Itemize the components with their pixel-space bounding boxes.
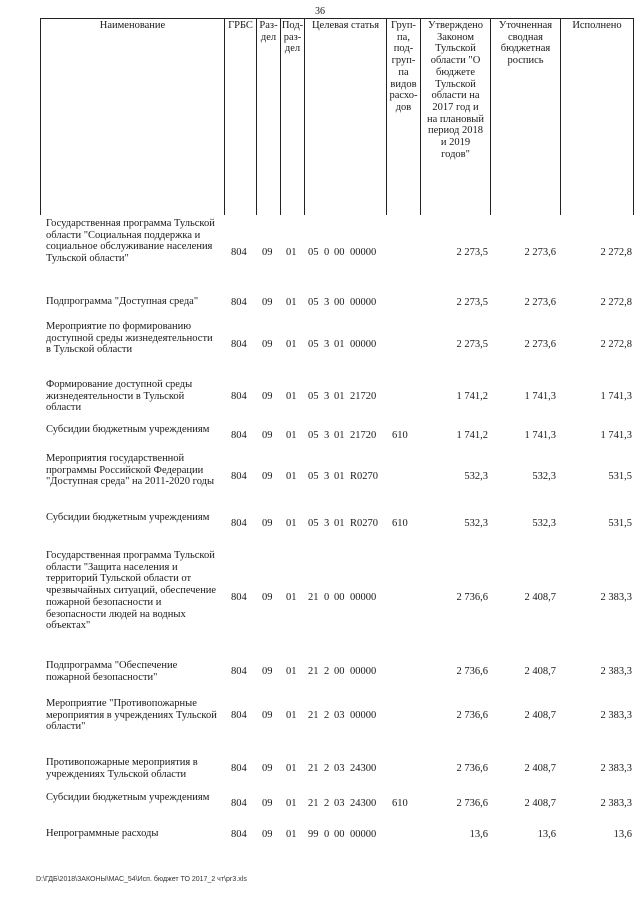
cell-a4: 21720 xyxy=(350,391,377,402)
cell-refined: 1 741,3 xyxy=(524,391,556,402)
cell-a4: 00000 xyxy=(350,666,377,677)
cell-a1: 05 xyxy=(308,391,319,402)
table-row xyxy=(0,550,640,646)
cell-a4: 00000 xyxy=(350,339,377,350)
cell-grbs: 804 xyxy=(231,798,247,809)
cell-a1: 05 xyxy=(308,518,319,529)
cell-refined: 1 741,3 xyxy=(524,430,556,441)
cell-a2: 3 xyxy=(324,339,330,350)
cell-executed: 2 272,8 xyxy=(600,297,632,308)
cell-vr: 610 xyxy=(392,518,408,529)
cell-approved: 1 741,2 xyxy=(456,430,488,441)
cell-executed: 13,6 xyxy=(613,829,632,840)
cell-approved: 2 736,6 xyxy=(456,592,488,603)
table-row xyxy=(0,321,640,369)
cell-vr: 610 xyxy=(392,798,408,809)
cell-refined: 2 408,7 xyxy=(524,666,556,677)
cell-a1: 21 xyxy=(308,592,319,603)
cell-a3: 01 xyxy=(334,518,345,529)
cell-pr: 01 xyxy=(286,430,297,441)
cell-a3: 00 xyxy=(334,829,345,840)
cell-a3: 01 xyxy=(334,471,345,482)
cell-executed: 2 383,3 xyxy=(600,592,632,603)
row-name: Субсидии бюджетным учреждениям xyxy=(46,512,210,523)
row-name: Государственная программа Тульской области "Защита населения и территорий Тульской области от чрезвычайных ситуаций, обеспечение пожарной безопасности и безопасности людей на водных объектах" xyxy=(46,550,217,632)
cell-a2: 0 xyxy=(324,829,330,840)
cell-rz: 09 xyxy=(262,518,273,529)
cell-a4: 24300 xyxy=(350,798,377,809)
row-name: Мероприятие по формированию доступной среды жизнедеятельности в Тульской области xyxy=(46,321,213,356)
cell-a1: 05 xyxy=(308,297,319,308)
header-approved: Утверждено Законом Тульской области "О бюджете Тульской области на 2017 год и на плановый период 2018 и 2019 годов" xyxy=(427,20,484,160)
cell-executed: 2 383,3 xyxy=(600,798,632,809)
cell-approved: 2 736,6 xyxy=(456,798,488,809)
header-refined: Уточненная сводная бюджетная роспись xyxy=(498,20,553,67)
cell-a2: 2 xyxy=(324,666,330,677)
cell-approved: 532,3 xyxy=(464,471,488,482)
cell-vr: 610 xyxy=(392,430,408,441)
header-executed: Исполнено xyxy=(572,20,622,31)
cell-a3: 03 xyxy=(334,798,345,809)
cell-refined: 13,6 xyxy=(537,829,556,840)
header-name: Наименование xyxy=(99,20,166,31)
cell-a1: 21 xyxy=(308,763,319,774)
row-name: Субсидии бюджетным учреждениям xyxy=(46,792,210,803)
cell-grbs: 804 xyxy=(231,247,247,258)
row-name: Мероприятие "Противопожарные мероприятия в учреждениях Тульской области" xyxy=(46,698,217,733)
row-name: Непрограммные расходы xyxy=(46,828,159,839)
cell-grbs: 804 xyxy=(231,829,247,840)
cell-pr: 01 xyxy=(286,710,297,721)
cell-approved: 532,3 xyxy=(464,518,488,529)
cell-a4: 00000 xyxy=(350,829,377,840)
cell-a3: 03 xyxy=(334,763,345,774)
cell-refined: 532,3 xyxy=(532,471,556,482)
cell-pr: 01 xyxy=(286,471,297,482)
header-group: Груп- па, под- груп- па видов расхо- дов xyxy=(389,20,418,113)
cell-a2: 2 xyxy=(324,763,330,774)
table-row xyxy=(0,379,640,415)
cell-a1: 21 xyxy=(308,666,319,677)
cell-a4: 00000 xyxy=(350,247,377,258)
cell-refined: 2 408,7 xyxy=(524,763,556,774)
cell-rz: 09 xyxy=(262,471,273,482)
cell-pr: 01 xyxy=(286,391,297,402)
cell-a2: 3 xyxy=(324,430,330,441)
table-row xyxy=(0,218,640,288)
cell-a2: 0 xyxy=(324,592,330,603)
page-number: 36 xyxy=(315,6,325,17)
cell-rz: 09 xyxy=(262,763,273,774)
cell-a1: 99 xyxy=(308,829,319,840)
cell-a4: 00000 xyxy=(350,297,377,308)
cell-rz: 09 xyxy=(262,247,273,258)
cell-a1: 05 xyxy=(308,430,319,441)
cell-rz: 09 xyxy=(262,297,273,308)
table-row xyxy=(0,424,640,448)
cell-executed: 2 383,3 xyxy=(600,710,632,721)
row-name: Подпрограмма "Обеспечение пожарной безопасности" xyxy=(46,660,178,683)
row-name: Субсидии бюджетным учреждениям xyxy=(46,424,210,435)
cell-a3: 01 xyxy=(334,391,345,402)
cell-a4: 00000 xyxy=(350,592,377,603)
cell-rz: 09 xyxy=(262,829,273,840)
table-row xyxy=(0,296,640,310)
cell-executed: 531,5 xyxy=(608,471,632,482)
cell-a3: 01 xyxy=(334,339,345,350)
cell-a4: 21720 xyxy=(350,430,377,441)
cell-refined: 2 408,7 xyxy=(524,710,556,721)
cell-a4: 00000 xyxy=(350,710,377,721)
cell-a1: 05 xyxy=(308,339,319,350)
cell-a3: 00 xyxy=(334,592,345,603)
cell-a4: 24300 xyxy=(350,763,377,774)
cell-approved: 2 736,6 xyxy=(456,666,488,677)
table-row xyxy=(0,698,640,734)
cell-rz: 09 xyxy=(262,430,273,441)
row-name: Формирование доступной среды жизнедеятельности в Тульской области xyxy=(46,379,193,414)
table-row xyxy=(0,660,640,684)
cell-a2: 2 xyxy=(324,798,330,809)
cell-a3: 00 xyxy=(334,297,345,308)
cell-refined: 2 408,7 xyxy=(524,592,556,603)
cell-approved: 2 273,5 xyxy=(456,297,488,308)
row-name: Мероприятия государственной программы Российской Федерации "Доступная среда" на 2011-2020 годы xyxy=(46,453,215,488)
cell-rz: 09 xyxy=(262,391,273,402)
cell-approved: 2 273,5 xyxy=(456,339,488,350)
cell-a1: 21 xyxy=(308,798,319,809)
cell-a2: 3 xyxy=(324,297,330,308)
cell-approved: 2 736,6 xyxy=(456,763,488,774)
cell-rz: 09 xyxy=(262,339,273,350)
cell-pr: 01 xyxy=(286,297,297,308)
table-row xyxy=(0,828,640,842)
header-article: Целевая статья xyxy=(311,20,380,31)
cell-executed: 2 272,8 xyxy=(600,339,632,350)
cell-a1: 05 xyxy=(308,471,319,482)
cell-a3: 03 xyxy=(334,710,345,721)
cell-a3: 00 xyxy=(334,666,345,677)
cell-rz: 09 xyxy=(262,798,273,809)
cell-pr: 01 xyxy=(286,829,297,840)
cell-rz: 09 xyxy=(262,592,273,603)
cell-a3: 01 xyxy=(334,430,345,441)
cell-grbs: 804 xyxy=(231,430,247,441)
cell-a2: 3 xyxy=(324,391,330,402)
cell-a1: 21 xyxy=(308,710,319,721)
cell-pr: 01 xyxy=(286,592,297,603)
table-row xyxy=(0,792,640,816)
cell-a2: 3 xyxy=(324,518,330,529)
cell-a2: 3 xyxy=(324,471,330,482)
header-razdel: Раз- дел xyxy=(259,20,278,43)
cell-grbs: 804 xyxy=(231,518,247,529)
file-path-footer: D:\ГДБ\2018\ЗАКОНЫ\МАС_54\Исп. бюджет ТО 2017_2 чт\рг3.xls xyxy=(36,876,247,883)
cell-a3: 00 xyxy=(334,247,345,258)
cell-approved: 2 273,5 xyxy=(456,247,488,258)
table-row xyxy=(0,453,640,501)
cell-executed: 2 383,3 xyxy=(600,763,632,774)
cell-executed: 1 741,3 xyxy=(600,430,632,441)
cell-executed: 2 272,8 xyxy=(600,247,632,258)
cell-approved: 1 741,2 xyxy=(456,391,488,402)
cell-pr: 01 xyxy=(286,247,297,258)
cell-grbs: 804 xyxy=(231,391,247,402)
cell-a4: R0270 xyxy=(350,471,379,482)
cell-grbs: 804 xyxy=(231,592,247,603)
cell-approved: 2 736,6 xyxy=(456,710,488,721)
cell-rz: 09 xyxy=(262,666,273,677)
table-row xyxy=(0,512,640,536)
cell-refined: 2 408,7 xyxy=(524,798,556,809)
row-name: Противопожарные мероприятия в учреждениях Тульской области xyxy=(46,757,198,780)
cell-grbs: 804 xyxy=(231,666,247,677)
cell-a2: 2 xyxy=(324,710,330,721)
cell-pr: 01 xyxy=(286,666,297,677)
table-row xyxy=(0,757,640,781)
header-podrazdel: Под- раз- дел xyxy=(281,20,304,55)
cell-executed: 1 741,3 xyxy=(600,391,632,402)
cell-approved: 13,6 xyxy=(469,829,488,840)
cell-a1: 05 xyxy=(308,247,319,258)
cell-refined: 2 273,6 xyxy=(524,247,556,258)
cell-executed: 531,5 xyxy=(608,518,632,529)
cell-pr: 01 xyxy=(286,339,297,350)
cell-grbs: 804 xyxy=(231,339,247,350)
cell-refined: 2 273,6 xyxy=(524,297,556,308)
row-name: Государственная программа Тульской области "Социальная поддержка и социальное обслуживание населения Тульской области" xyxy=(46,218,215,265)
cell-executed: 2 383,3 xyxy=(600,666,632,677)
header-grbs: ГРБС xyxy=(228,20,253,31)
row-name: Подпрограмма "Доступная среда" xyxy=(46,296,199,307)
cell-grbs: 804 xyxy=(231,710,247,721)
cell-refined: 2 273,6 xyxy=(524,339,556,350)
cell-pr: 01 xyxy=(286,763,297,774)
cell-pr: 01 xyxy=(286,518,297,529)
cell-a4: R0270 xyxy=(350,518,379,529)
cell-grbs: 804 xyxy=(231,297,247,308)
cell-grbs: 804 xyxy=(231,471,247,482)
cell-rz: 09 xyxy=(262,710,273,721)
cell-refined: 532,3 xyxy=(532,518,556,529)
cell-a2: 0 xyxy=(324,247,330,258)
cell-grbs: 804 xyxy=(231,763,247,774)
cell-pr: 01 xyxy=(286,798,297,809)
